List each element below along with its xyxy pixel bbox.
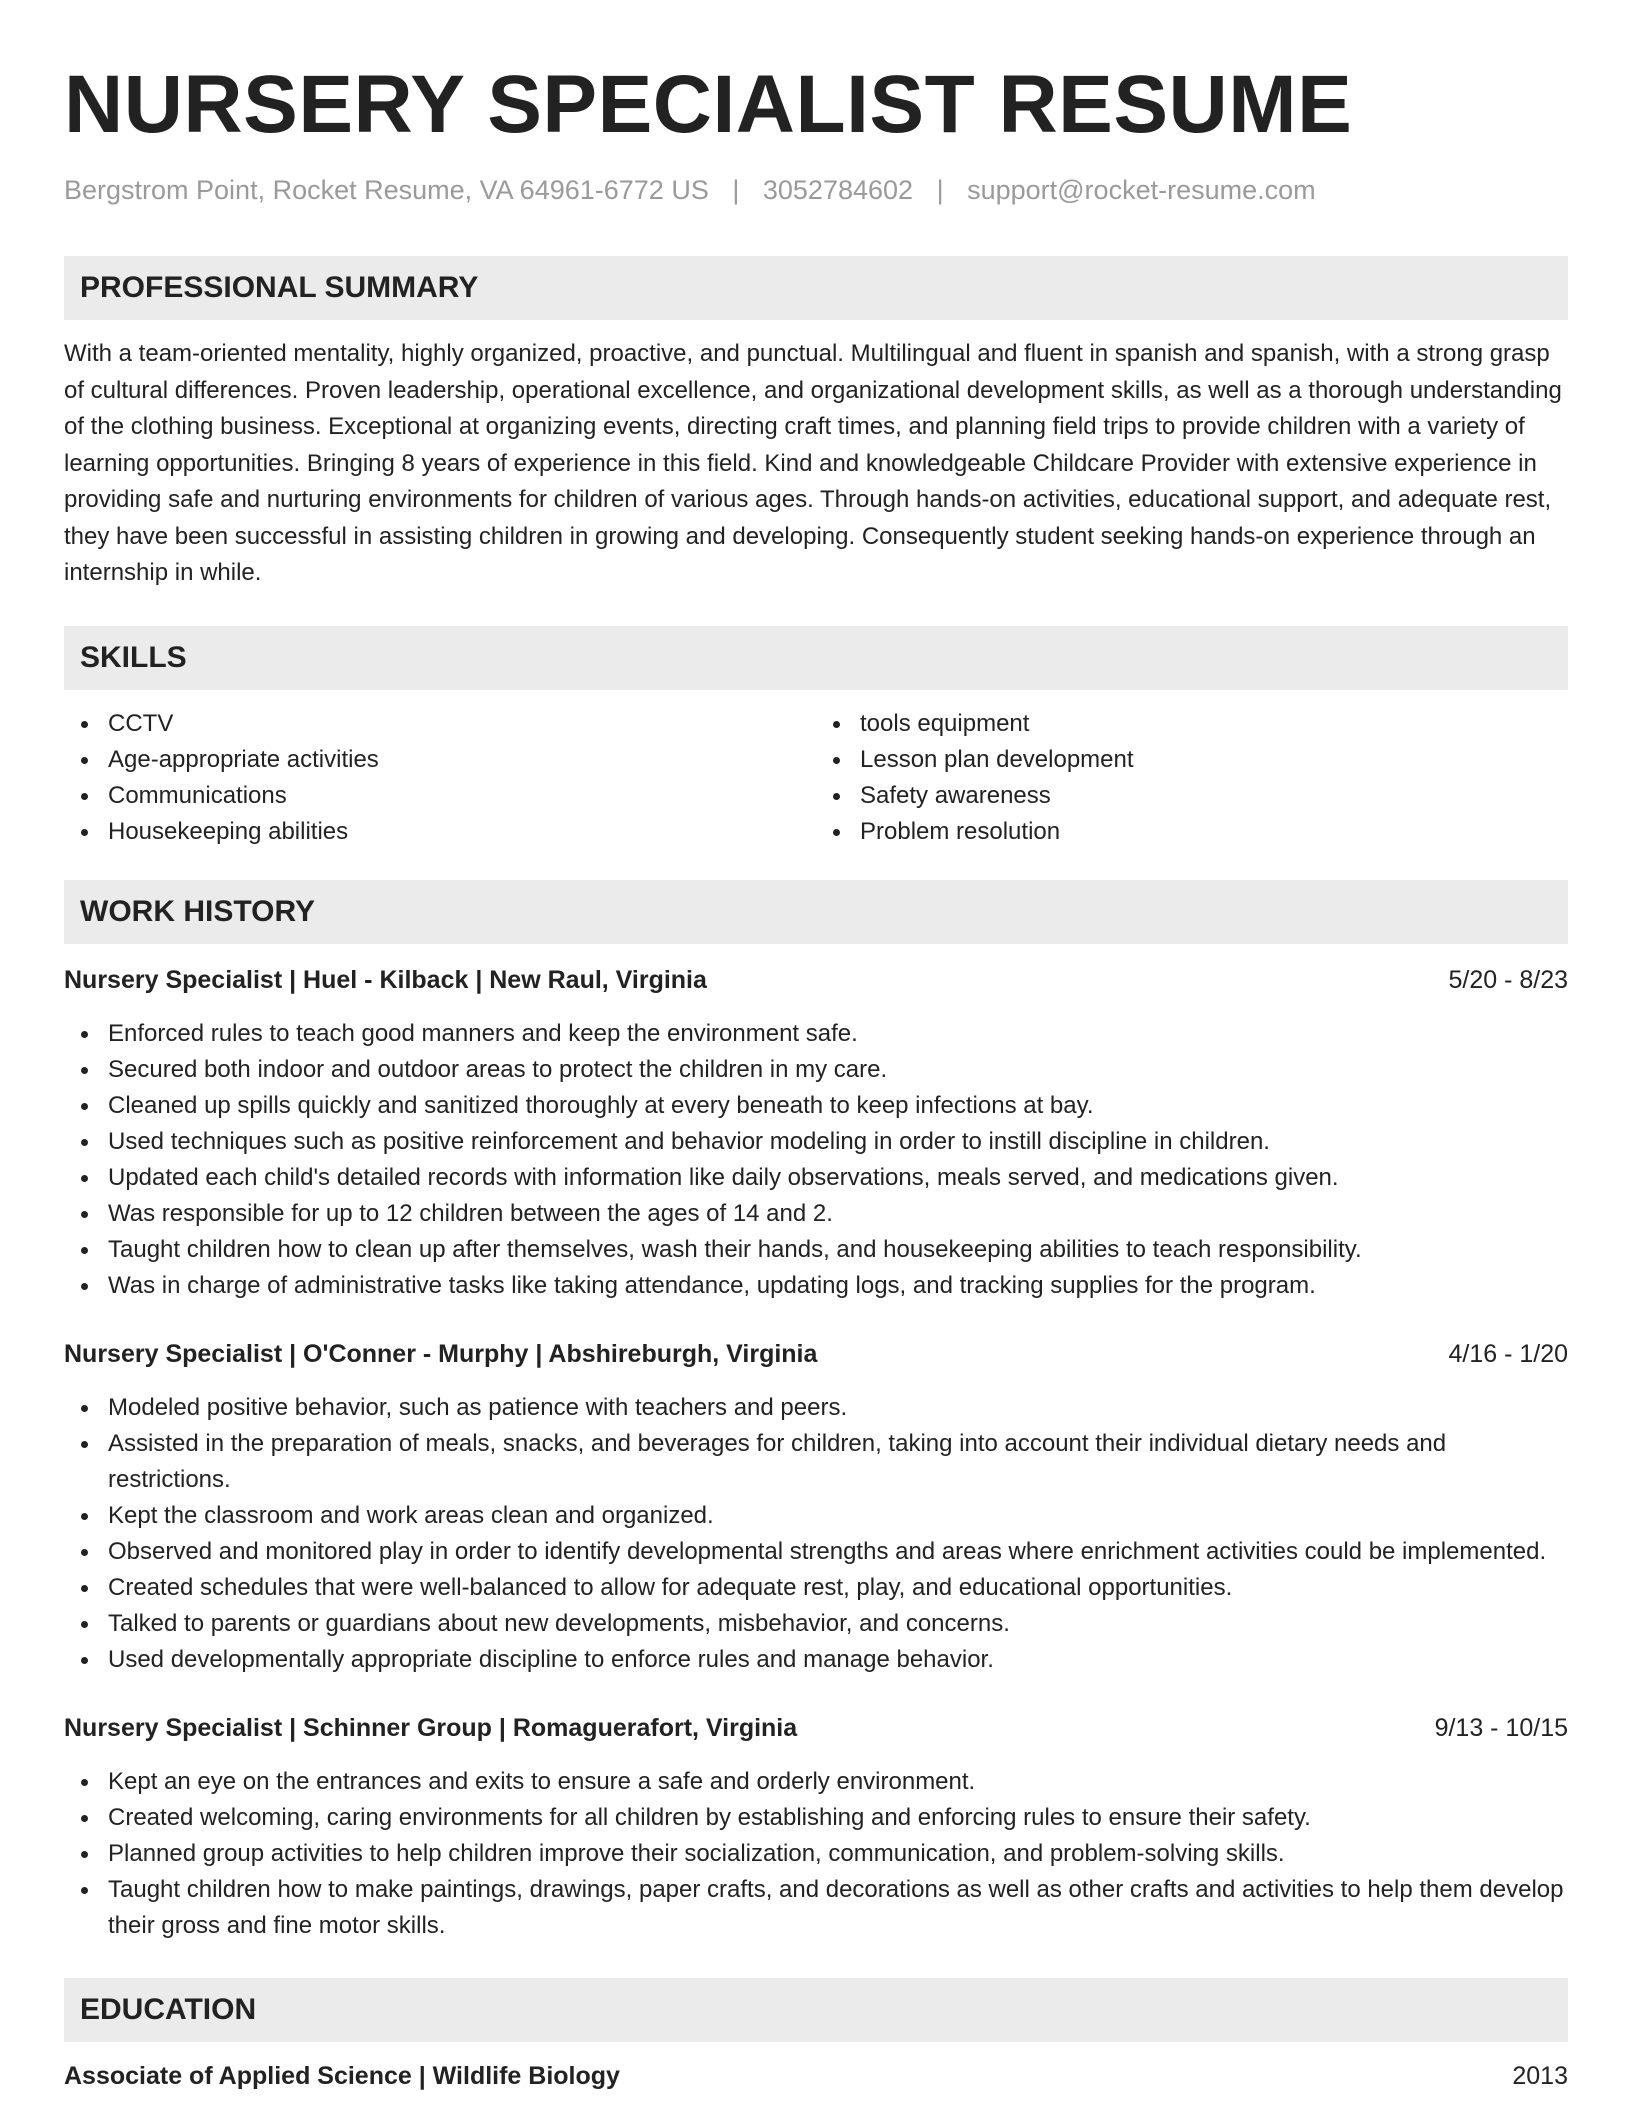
skill-item: Lesson plan development — [816, 742, 1568, 778]
job-bullet: Taught children how to make paintings, drawings, paper crafts, and decorations as well as other crafts and activities to help them develop their gross and fine motor skills. — [64, 1872, 1568, 1944]
job-bullet: Taught children how to clean up after themselves, wash their hands, and housekeeping abilities to teach responsibility. — [64, 1232, 1568, 1268]
job-header — [64, 1336, 1568, 1372]
job-bullet: Created welcoming, caring environments for all children by establishing and enforcing rules to ensure their safety. — [64, 1800, 1568, 1836]
job-entry — [64, 1336, 1568, 1678]
skills-grid — [64, 706, 1568, 850]
job-bullet: Observed and monitored play in order to identify developmental strengths and areas where enrichment activities could be implemented. — [64, 1534, 1568, 1570]
education-year: 2013 — [1512, 2061, 1568, 2090]
job-bullet: Secured both indoor and outdoor areas to protect the children in my care. — [64, 1052, 1568, 1088]
job-bullet: Modeled positive behavior, such as patience with teachers and peers. — [64, 1390, 1568, 1426]
summary-text: With a team-oriented mentality, highly organized, proactive, and punctual. Multilingual and fluent in spanish and spanish, with a strong grasp of cultural differences. Proven leadership, operational excellence, and organizational development skills, as well as a thorough understanding of the clothing business. Exceptional at organizing events, directing craft times, and planning field trips to provide children with a variety of learning opportunities. Bringing 8 years of experience in this field. Kind and knowledgeable Childcare Provider with extensive experience in providing safe and nurturing environments for children of various ages. Through hands-on activities, educational support, and adequate rest, they have been successful in assisting children in growing and developing. Consequently student seeking hands-on experience through an internship in while. — [64, 340, 1562, 587]
job-bullet: Talked to parents or guardians about new developments, misbehavior, and concerns. — [64, 1606, 1568, 1642]
education-degree: Associate of Applied Science | Wildlife Biology — [64, 2061, 620, 2090]
job-entry — [64, 1710, 1568, 1944]
skill-item: Age-appropriate activities — [64, 742, 816, 778]
job-entry — [64, 962, 1568, 1304]
skill-item: Housekeeping abilities — [64, 814, 816, 850]
job-bullets — [64, 1016, 1568, 1304]
job-bullet: Assisted in the preparation of meals, snacks, and beverages for children, taking into account their individual dietary needs and restrictions. — [64, 1426, 1568, 1498]
contact-separator: | — [732, 175, 740, 205]
skills-list-right — [816, 706, 1568, 850]
section-header-education: EDUCATION — [64, 1978, 1568, 2042]
job-title: Nursery Specialist | Schinner Group | Romaguerafort, Virginia — [64, 1713, 798, 1742]
section-header-summary: PROFESSIONAL SUMMARY — [64, 256, 1568, 320]
job-bullet: Enforced rules to teach good manners and keep the environment safe. — [64, 1016, 1568, 1052]
job-bullet: Created schedules that were well-balanced to allow for adequate rest, play, and educational opportunities. — [64, 1570, 1568, 1606]
job-bullet: Was responsible for up to 12 children between the ages of 14 and 2. — [64, 1196, 1568, 1232]
skill-item: Problem resolution — [816, 814, 1568, 850]
education-entry — [64, 2058, 1568, 2094]
job-bullet: Updated each child's detailed records with information like daily observations, meals served, and medications given. — [64, 1160, 1568, 1196]
skill-item: CCTV — [64, 706, 816, 742]
job-dates: 5/20 - 8/23 — [1448, 965, 1568, 994]
contact-address: Bergstrom Point, Rocket Resume, VA 64961-6772 US — [64, 175, 709, 205]
job-bullet: Used developmentally appropriate discipline to enforce rules and manage behavior. — [64, 1642, 1568, 1678]
contact-line — [64, 174, 1568, 206]
job-bullet: Kept the classroom and work areas clean and organized. — [64, 1498, 1568, 1534]
skill-item: tools equipment — [816, 706, 1568, 742]
job-bullets — [64, 1764, 1568, 1944]
job-title: Nursery Specialist | O'Conner - Murphy | Abshireburgh, Virginia — [64, 1339, 818, 1368]
contact-email: support@rocket-resume.com — [967, 175, 1316, 205]
job-bullet: Used techniques such as positive reinforcement and behavior modeling in order to instill discipline in children. — [64, 1124, 1568, 1160]
job-bullet: Cleaned up spills quickly and sanitized thoroughly at every beneath to keep infections at bay. — [64, 1088, 1568, 1124]
skill-item: Communications — [64, 778, 816, 814]
job-header — [64, 962, 1568, 998]
job-header — [64, 1710, 1568, 1746]
contact-phone: 3052784602 — [762, 175, 914, 205]
job-bullet: Kept an eye on the entrances and exits to ensure a safe and orderly environment. — [64, 1764, 1568, 1800]
job-bullet: Planned group activities to help children improve their socialization, communication, and problem-solving skills. — [64, 1836, 1568, 1872]
job-bullets — [64, 1390, 1568, 1678]
skills-list-left — [64, 706, 816, 850]
skill-item: Safety awareness — [816, 778, 1568, 814]
section-header-work-history: WORK HISTORY — [64, 880, 1568, 944]
job-dates: 4/16 - 1/20 — [1448, 1339, 1568, 1368]
job-title: Nursery Specialist | Huel - Kilback | New Raul, Virginia — [64, 965, 707, 994]
job-dates: 9/13 - 10/15 — [1434, 1713, 1568, 1742]
section-header-skills: SKILLS — [64, 626, 1568, 690]
resume-title: NURSERY SPECIALIST RESUME — [64, 59, 1353, 150]
contact-separator: | — [936, 175, 944, 205]
job-bullet: Was in charge of administrative tasks like taking attendance, updating logs, and tracking supplies for the program. — [64, 1268, 1568, 1304]
